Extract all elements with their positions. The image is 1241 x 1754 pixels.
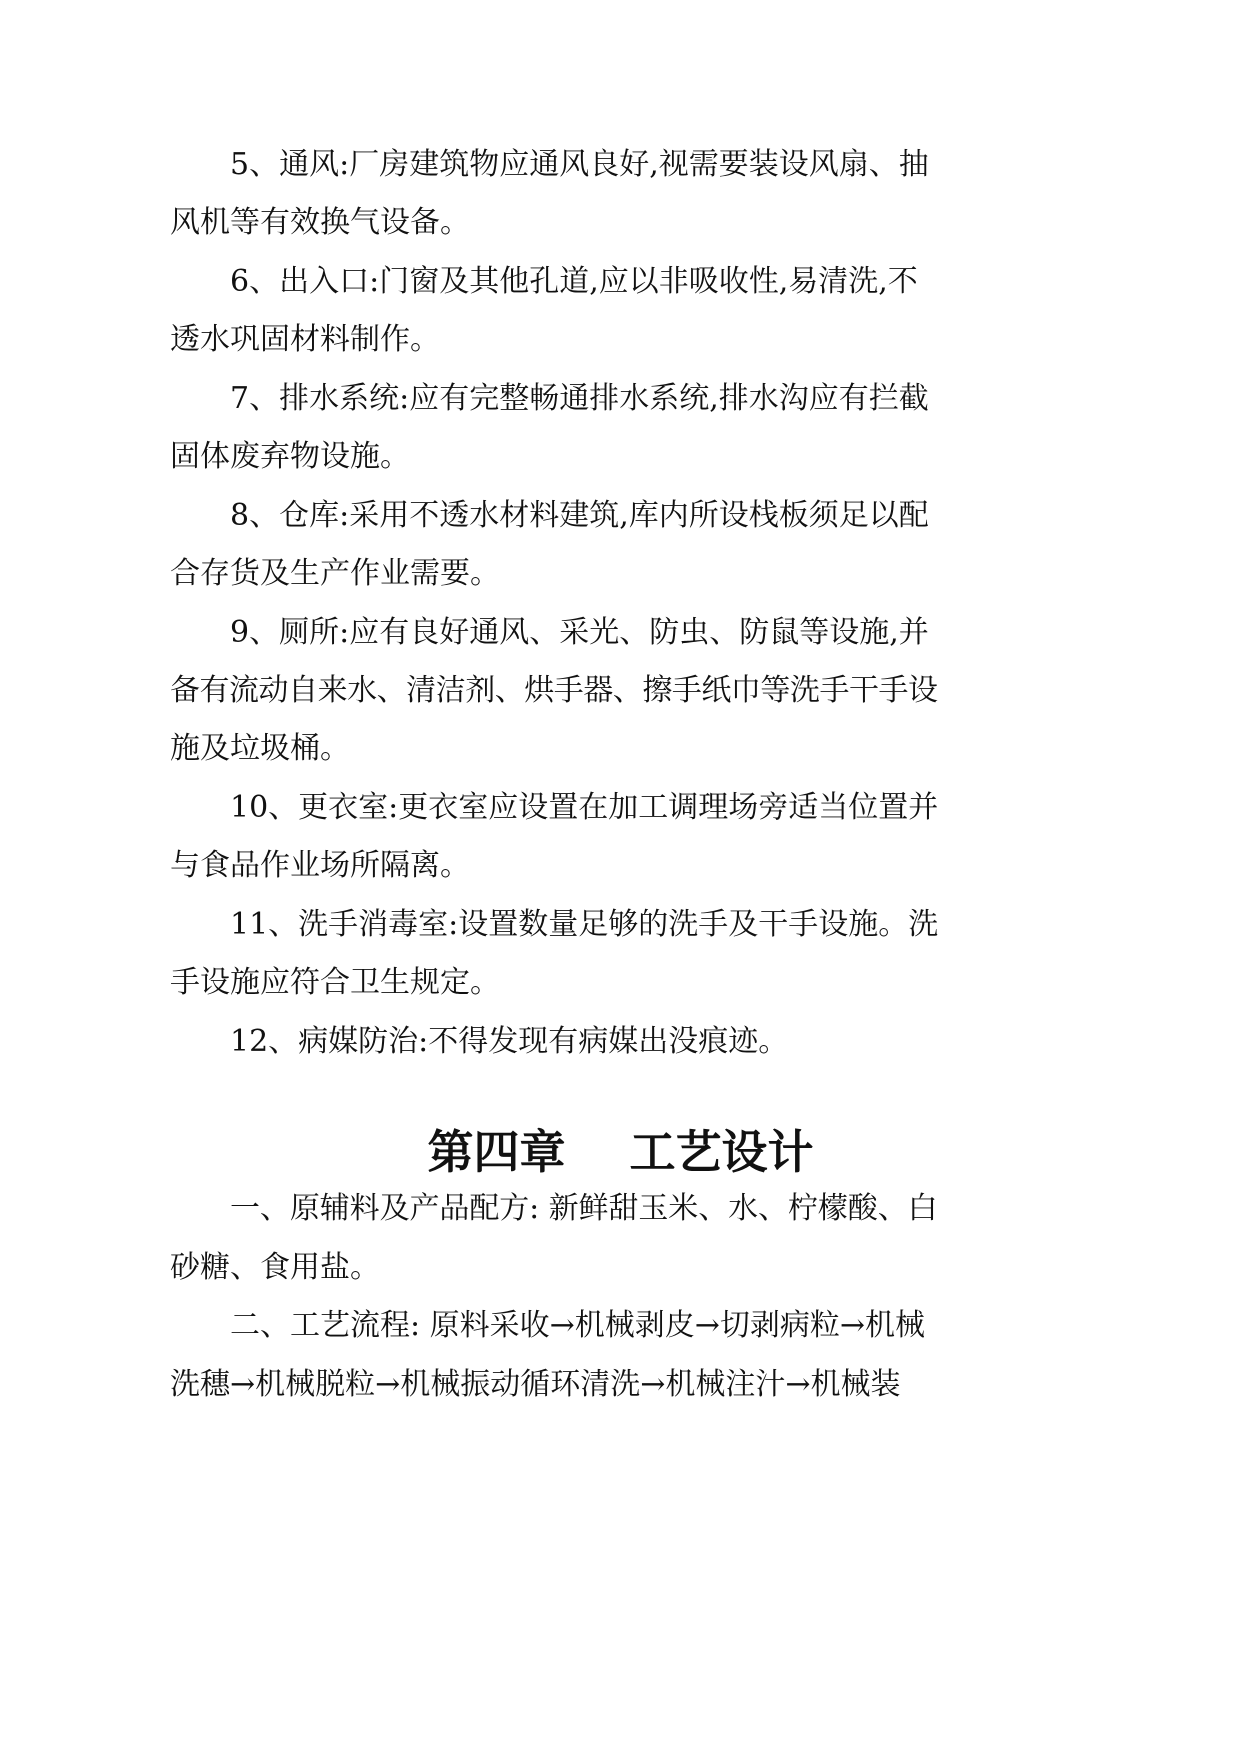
text-line: 一、原辅料及产品配方: 新鲜甜玉米、水、柠檬酸、白 bbox=[230, 1191, 938, 1226]
text-line: 备有流动自来水、清洁剂、烘手器、擦手纸巾等洗手干手设 bbox=[170, 673, 938, 708]
text-line: 5、通风:厂房建筑物应通风良好,视需要装设风扇、抽 bbox=[230, 147, 929, 182]
text-line: 洗穗→机械脱粒→机械振动循环清洗→机械注汁→机械装 bbox=[170, 1367, 901, 1402]
text-line: 施及垃圾桶。 bbox=[170, 731, 350, 766]
text-line: 风机等有效换气设备。 bbox=[170, 205, 470, 240]
text-line: 透水巩固材料制作。 bbox=[170, 322, 440, 357]
text-line: 与食品作业场所隔离。 bbox=[170, 848, 470, 883]
text-line: 手设施应符合卫生规定。 bbox=[170, 965, 500, 1000]
text-line: 12、病媒防治:不得发现有病媒出没痕迹。 bbox=[230, 1024, 789, 1059]
text-line: 11、洗手消毒室:设置数量足够的洗手及干手设施。洗 bbox=[230, 907, 939, 942]
text-line: 7、排水系统:应有完整畅通排水系统,排水沟应有拦截 bbox=[230, 381, 929, 416]
text-line: 合存货及生产作业需要。 bbox=[170, 556, 500, 591]
text-line: 二、工艺流程: 原料采收→机械剥皮→切剥病粒→机械 bbox=[230, 1308, 926, 1343]
text-line: 固体废弃物设施。 bbox=[170, 439, 410, 474]
chapter-title: 第四章 工艺设计 bbox=[427, 1125, 814, 1179]
text-line: 9、厕所:应有良好通风、采光、防虫、防鼠等设施,并 bbox=[230, 615, 929, 650]
text-line: 10、更衣室:更衣室应设置在加工调理场旁适当位置并 bbox=[230, 790, 939, 825]
text-line: 8、仓库:采用不透水材料建筑,库内所设栈板须足以配 bbox=[230, 498, 929, 533]
text-line: 6、出入口:门窗及其他孔道,应以非吸收性,易清洗,不 bbox=[230, 264, 918, 299]
text-line: 砂糖、食用盐。 bbox=[170, 1250, 380, 1285]
